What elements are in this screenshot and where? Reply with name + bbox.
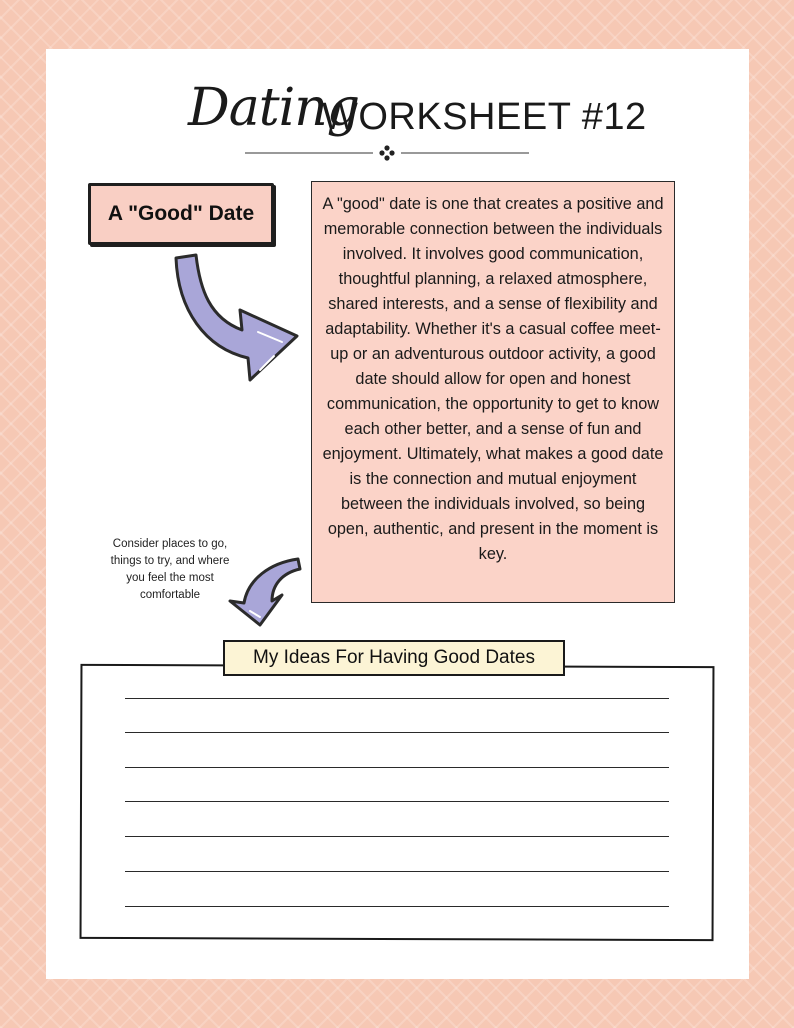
hint-text: Consider places to go, things to try, and where you feel the most comfortable — [110, 538, 230, 601]
down-arrow-icon — [226, 555, 306, 630]
writing-line[interactable] — [125, 732, 669, 733]
ornament-divider — [245, 145, 529, 163]
writing-line[interactable] — [125, 767, 669, 768]
ideas-title: My Ideas For Having Good Dates — [223, 640, 565, 676]
title-script-word: Dating — [188, 78, 359, 138]
good-date-label: A "Good" Date — [88, 183, 274, 245]
ideas-writing-box[interactable] — [80, 664, 715, 941]
writing-line[interactable] — [125, 871, 669, 872]
writing-line[interactable] — [125, 836, 669, 837]
writing-line[interactable] — [125, 698, 669, 699]
writing-line[interactable] — [125, 906, 669, 907]
curved-arrow-icon — [170, 250, 310, 390]
title-main-word: WORKSHEET #12 — [322, 96, 647, 138]
good-date-description: A "good" date is one that creates a positive and memorable connection between the individuals involved. It involves good communication, thoughtful planning, a relaxed atmosphere, shared interests, and a sense of flexibility and adaptability. Whether it's a casual coffee meet-up or an adventurous outdoor activity, a good date should allow for open and honest communication, the opportunity to get to know each other better, and a sense of fun and enjoyment. Ultimately, what makes a good date is the connection and mutual enjoyment between the individuals involved, so being open, authentic, and present in the moment is key. — [322, 195, 664, 563]
writing-line[interactable] — [125, 801, 669, 802]
good-date-description-box — [311, 181, 675, 603]
